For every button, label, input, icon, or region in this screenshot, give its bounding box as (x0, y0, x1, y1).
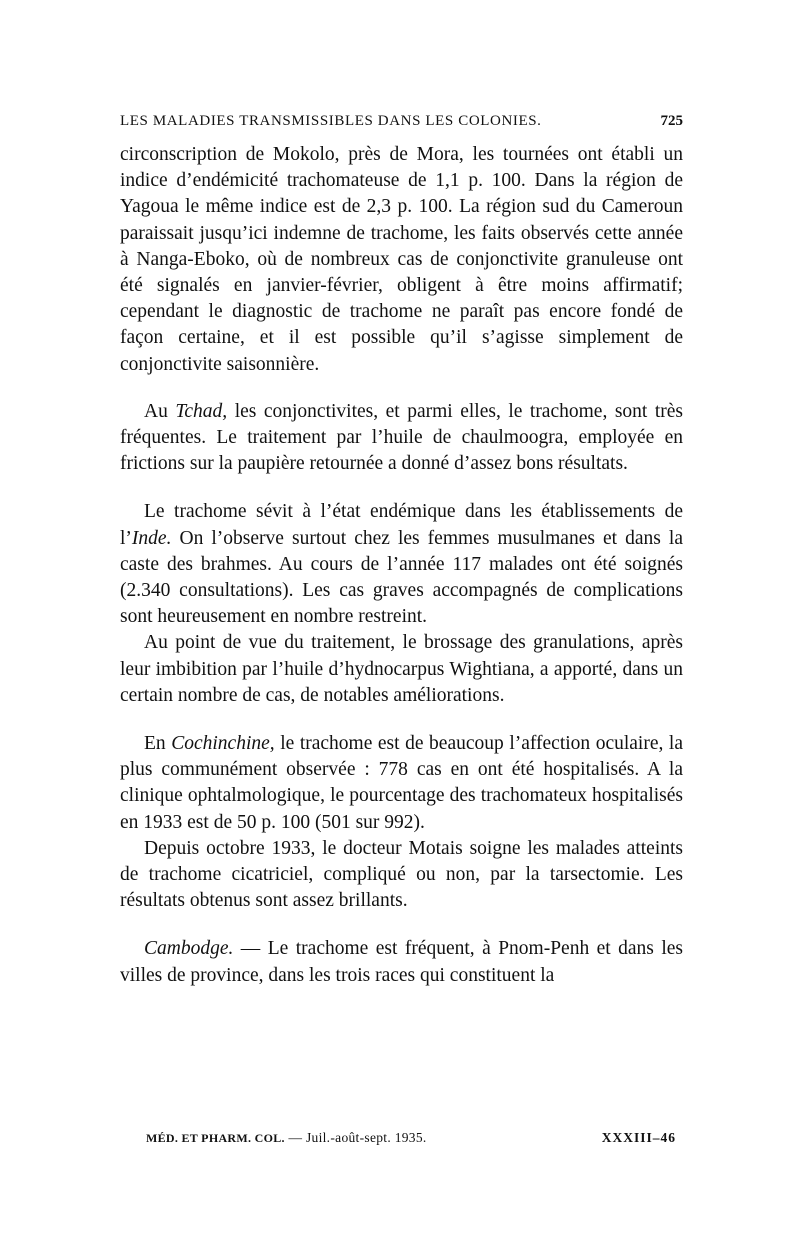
paragraph-lead: En (144, 733, 172, 755)
paragraph-cambodge (120, 936, 683, 988)
region-name-inde: Inde. (131, 527, 172, 549)
footer-citation (146, 1130, 427, 1146)
footer-journal: MÉD. ET PHARM. COL. (146, 1131, 285, 1145)
region-name-cambodge: Cambodge. (144, 938, 234, 960)
page-footer (146, 1130, 676, 1146)
paragraph-inde (120, 499, 683, 630)
page-body (120, 110, 683, 989)
paragraph-tchad (120, 399, 683, 478)
paragraph-motais: Depuis octobre 1933, le docteur Motais soigne les malades atteints de trachome cicatriciel, compliqué ou non, par la tarsectomie. Les résultats obtenus sont assez brillants. (120, 837, 683, 912)
footer-issue: — Juil.-août-sept. 1935. (284, 1130, 427, 1145)
paragraph-lead: Le trachome sévit à l’état endémique dans les établissements de l’ (120, 501, 683, 549)
paragraph-rest: les conjonctivites, et parmi elles, le trachome, sont très fréquentes. Le traitement par l’huile de chaulmoogra, employée en frictions sur la paupière retournée a donné d’assez bons résultats. (120, 400, 683, 475)
paragraph-rest: — Le trachome est fréquent, à Pnom-Penh et dans les villes de province, dans les trois races qui constituent la (120, 938, 683, 986)
paragraph-rest: le trachome est de beaucoup l’affection oculaire, la plus communément observée : 778 cas en ont été hospitalisés. A la clinique ophtalmologique, le pourcentage des trachomateux hospitalisés en 1933 est de 50 p. 100 (501 sur 992). (120, 733, 683, 833)
paragraph-cochinchine (120, 731, 683, 836)
paragraph-cameroun: circonscription de Mokolo, près de Mora, les tournées ont établi un indice d’endémicité trachomateuse de 1,1 p. 100. Dans la région de Yagoua le même indice est de 2,3 p. 100. La région sud du Cameroun paraissait jusqu’ici indemne de trachome, les faits observés cette année à Nanga-Eboko, où de nombreux cas de conjonctivite granuleuse ont été signalés en janvier-février, obligent à être moins affirmatif; cependant le diagnostic de trachome ne paraît pas encore fondé de façon certaine, et il est possible qu’il s’agisse simplement de conjonctivite saisonnière. (120, 144, 683, 375)
paragraph-inde-traitement: Au point de vue du traitement, le brossage des granulations, après leur imbibition par l’huile d’hydnocarpus Wightiana, a apporté, dans un certain nombre de cas, de notables améliorations. (120, 632, 683, 706)
paragraph-rest: On l’observe surtout chez les femmes musulmanes et dans la caste des brahmes. Au cours de l’année 117 malades ont été soignés (2.340 consultations). Les cas graves accompagnés de complications sont heureusement en nombre restreint. (120, 527, 683, 628)
region-name-cochinchine: Cochinchine, (171, 733, 275, 755)
region-name-tchad: Tchad, (175, 400, 228, 422)
page-number: 725 (660, 113, 683, 129)
paragraph-lead: Au (144, 400, 176, 422)
running-title: LES MALADIES TRANSMISSIBLES DANS LES COLONIES. (120, 113, 542, 129)
footer-signature: XXXIII–46 (601, 1130, 676, 1145)
running-head (120, 110, 683, 132)
